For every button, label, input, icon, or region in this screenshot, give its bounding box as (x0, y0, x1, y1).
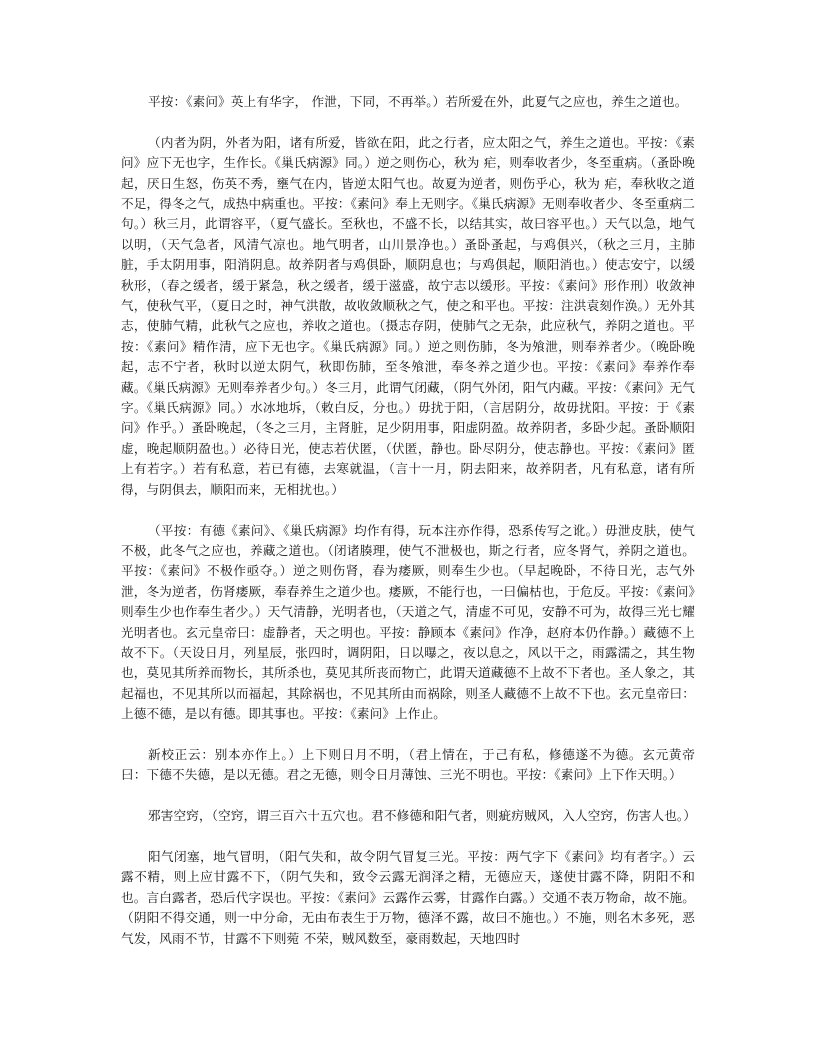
paragraph-2: （内者为阴，外者为阳，诸有所爱，皆欲在阳，此之行者，应太阳之气，养生之道也。平按：《素问》应下无也字，生作长。《巢氏病源》同。）逆之则伤心，秋为 疟，则奉收者少，冬至重病。（蚤卧晚起，厌日生怒，伤英不秀，壅气在内，皆逆太阳气也。故夏为逆者，则伤乎心，秋为 疟，奉秋收之道不足，得冬之气，成热中病重也。平按：《素问》奉上无则字。《巢氏病源》无则奉收者少、冬至重病二句。）秋三月，此谓容平，（夏气盛长。至秋也，不盛不长，以结其实，故曰容平也。）天气以急，地气以明，（天气急者，风清气凉也。地气明者，山川景净也。）蚤卧蚤起，与鸡俱兴，（秋之三月，主肺脏，手太阴用事，阳消阴息。故养阴者与鸡俱卧，顺阴息也；与鸡俱起，顺阳消也。）使志安宁，以缓秋形，（春之缓者，缓于紧急，秋之缓者，缓于滋盛，故宁志以缓形。平按：《素问》形作刑）收敛神气，使秋气平，（夏日之时，神气洪散，故收敛顺秋之气，使之和平也。平按：注洪袁刻作涣。）无外其志，使肺气精，此秋气之应也，养收之道也。（摄志存阴，使肺气之无杂，此应秋气，养阴之道也。平按：《素问》精作清，应下无也字。《巢氏病源》同。）逆之则伤肺，冬为飧泄，则奉养者少。（晚卧晚起，志不宁者，秋时以逆太阴气，秋即伤肺，至冬飧泄，奉冬养之道少也。平按：《素问》奉养作奉藏。《巢氏病源》无则奉养者少句。）冬三月，此谓气闭藏，（阴气外闭，阳气内藏。平按：《素问》无气字。《巢氏病源》同。）水冰地坼，（敕白反，分也。）毋扰于阳，（言居阴分，故毋扰阳。平按：于《素问》作乎。）蚤卧晚起，（冬之三月，主肾脏，足少阴用事，阳虚阴盈。故养阴者，多卧少起。蚤卧顺阳虚，晚起顺阴盈也。）必待日光，使志若伏匿，（伏匿，静也。卧尽阴分，使志静也。平按：《素问》匿上有若字。）若有私意，若已有德，去寒就温，（言十一月，阴去阳来，故养阴者，凡有私意，诸有所得，与阴俱去，顺阳而来，无相扰也。） (121, 134, 695, 497)
paragraph-3: （平按：有德《素问》、《巢氏病源》均作有得，玩本注亦作得，恐系传写之讹。）毋泄皮肤，使气不极，此冬气之应也，养藏之道也。（闭诸腠理，使气不泄极也，斯之行者，应冬肾气，养阴之道也。平按：《素问》不极作亟夺。）逆之则伤肾，春为痿厥，则奉生少也。（早起晚卧，不待日光，志气外泄，冬为逆者，伤肾痿厥，奉春养生之道少也。痿厥，不能行也，一曰偏枯也，于危反。平按：《素问》则奉生少也作奉生者少。）天气清静，光明者也，（天道之气，清虚不可见，安静不可为，故得三光七耀光明者也。玄元皇帝曰：虚静者，天之明也。平按：静顾本《素问》作净，赵府本仍作静。）藏德不上故不下。（天设日月，列星辰，张四时，调阴阳，日以曝之，夜以息之，风以干之，雨露濡之，其生物也，莫见其所养而物长，其所杀也，莫见其所丧而物亡，此谓天道藏德不上故不下者也。圣人象之，其起福也，不见其所以而福起，其除祸也，不见其所由而祸除，则圣人藏德不上故不下也。玄元皇帝曰：上德不德，是以有德。即其事也。平按：《素问》上作止。 (121, 522, 695, 722)
paragraph-5: 邪害空窍，（空窍，谓三百六十五穴也。君不修德和阳气者，则疵疠贼风，入人空窍，伤害人也。） (148, 808, 697, 824)
paragraph-1: 平按：《素问》英上有华字， 作泄，下同，不再举。）若所爱在外，此夏气之应也，养生之道也。 (148, 94, 688, 109)
paragraph-6: 阳气闭塞，地气冒明，（阳气失和，故令阴气冒复三光。平按：两气字下《素问》均有者字。）云露不精，则上应甘露不下，（阴气失和，致令云露无润泽之精，无德应天，遂使甘露不降，阴阳不和也。言白露者，恐后代字误也。平按：《素问》云露作云雾，甘露作白露。）交通不表万物命，故不施。（阴阳不得交通，则一中分命，无由布表生于万物，德泽不露，故曰不施也。）不施，则名木多死，恶气发，风雨不节，甘露不下则菀 不荣，贼风数至，豪雨数起，天地四时 (121, 848, 695, 946)
paragraph-4: 新校正云：别本亦作上。）上下则日月不明，（君上情在，于己有私，修德遂不为德。玄元黄帝曰：下德不失德，是以无德。君之无德，则令日月薄蚀、三光不明也。平按：《素问》上下作天明。） (121, 746, 695, 783)
document-body (121, 92, 695, 949)
